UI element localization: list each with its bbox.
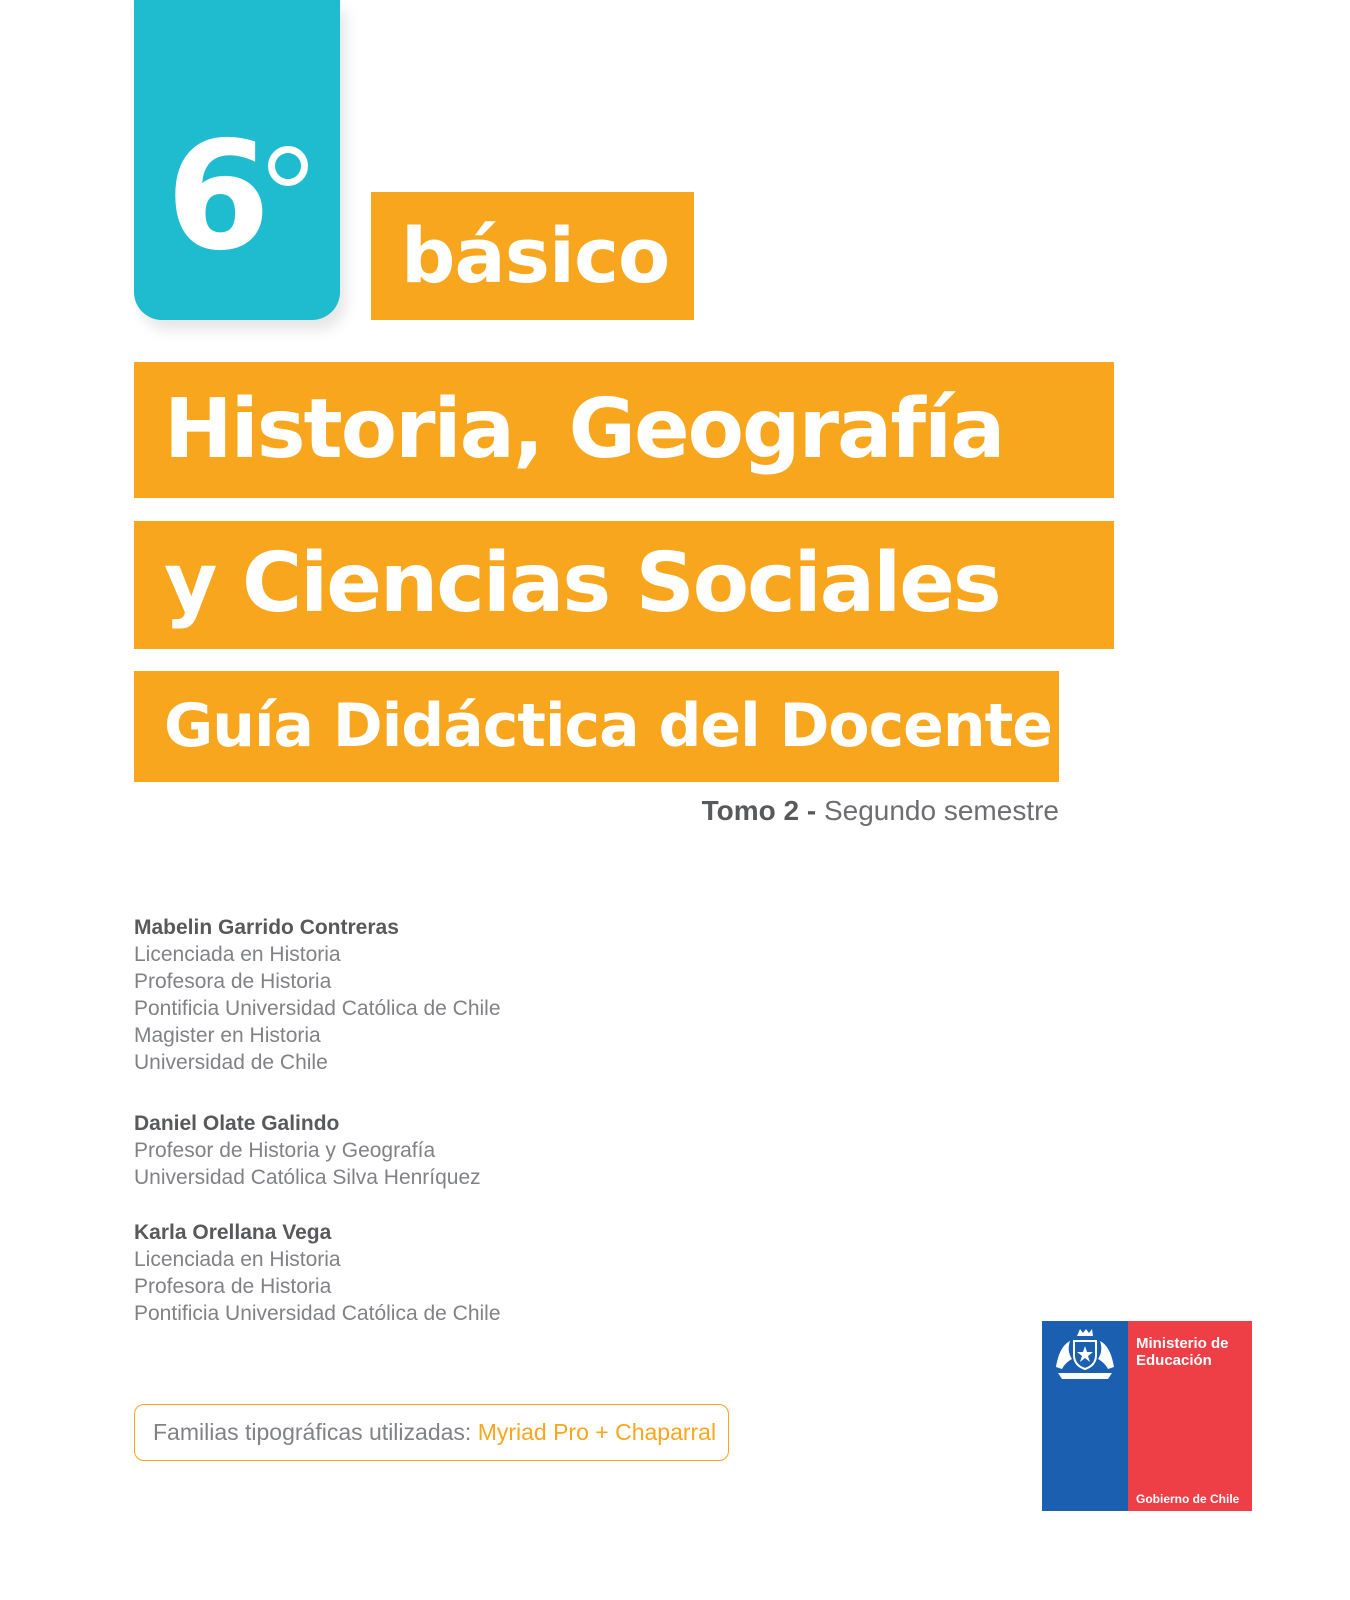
typography-label: Familias tipográficas utilizadas: xyxy=(153,1419,478,1445)
author-credential: Universidad Católica Silva Henríquez xyxy=(134,1166,481,1189)
degree-symbol-icon xyxy=(268,146,308,186)
typography-note xyxy=(134,1404,729,1461)
title-line-1: Historia, Geografía xyxy=(134,362,1114,498)
author-block xyxy=(134,1219,501,1327)
author-block xyxy=(134,1110,481,1191)
ministry-logo-blue-panel xyxy=(1042,1321,1128,1511)
ministry-logo xyxy=(1042,1321,1252,1511)
author-credential: Profesora de Historia xyxy=(134,1275,332,1298)
government-label: Gobierno de Chile xyxy=(1136,1492,1240,1506)
grade-level-label: básico xyxy=(371,192,694,320)
ministry-name: Ministerio de Educación xyxy=(1136,1335,1229,1369)
chile-coat-of-arms-icon xyxy=(1050,1327,1120,1383)
typography-value: Myriad Pro + Chaparral xyxy=(477,1419,717,1445)
author-credential: Universidad de Chile xyxy=(134,1051,328,1074)
author-name: Daniel Olate Galindo xyxy=(134,1112,340,1135)
author-block xyxy=(134,914,501,1076)
subtitle: Guía Didáctica del Docente xyxy=(134,671,1059,782)
author-name: Karla Orellana Vega xyxy=(134,1221,332,1244)
author-name: Mabelin Garrido Contreras xyxy=(134,916,399,939)
author-credential: Pontificia Universidad Católica de Chile xyxy=(134,997,501,1020)
title-line-2: y Ciencias Sociales xyxy=(134,521,1114,649)
author-credential: Licenciada en Historia xyxy=(134,1248,341,1271)
author-credential: Pontificia Universidad Católica de Chile xyxy=(134,1302,501,1325)
author-credential: Profesora de Historia xyxy=(134,970,332,993)
author-credential: Magister en Historia xyxy=(134,1024,321,1047)
author-credential: Profesor de Historia y Geografía xyxy=(134,1139,436,1162)
ministry-logo-red-panel xyxy=(1128,1321,1252,1511)
grade-number: 6 xyxy=(166,110,267,284)
volume-number: Tomo 2 - xyxy=(701,795,817,826)
volume-semester: Segundo semestre xyxy=(816,795,1059,826)
author-credential: Licenciada en Historia xyxy=(134,943,341,966)
volume-label xyxy=(702,795,1059,827)
